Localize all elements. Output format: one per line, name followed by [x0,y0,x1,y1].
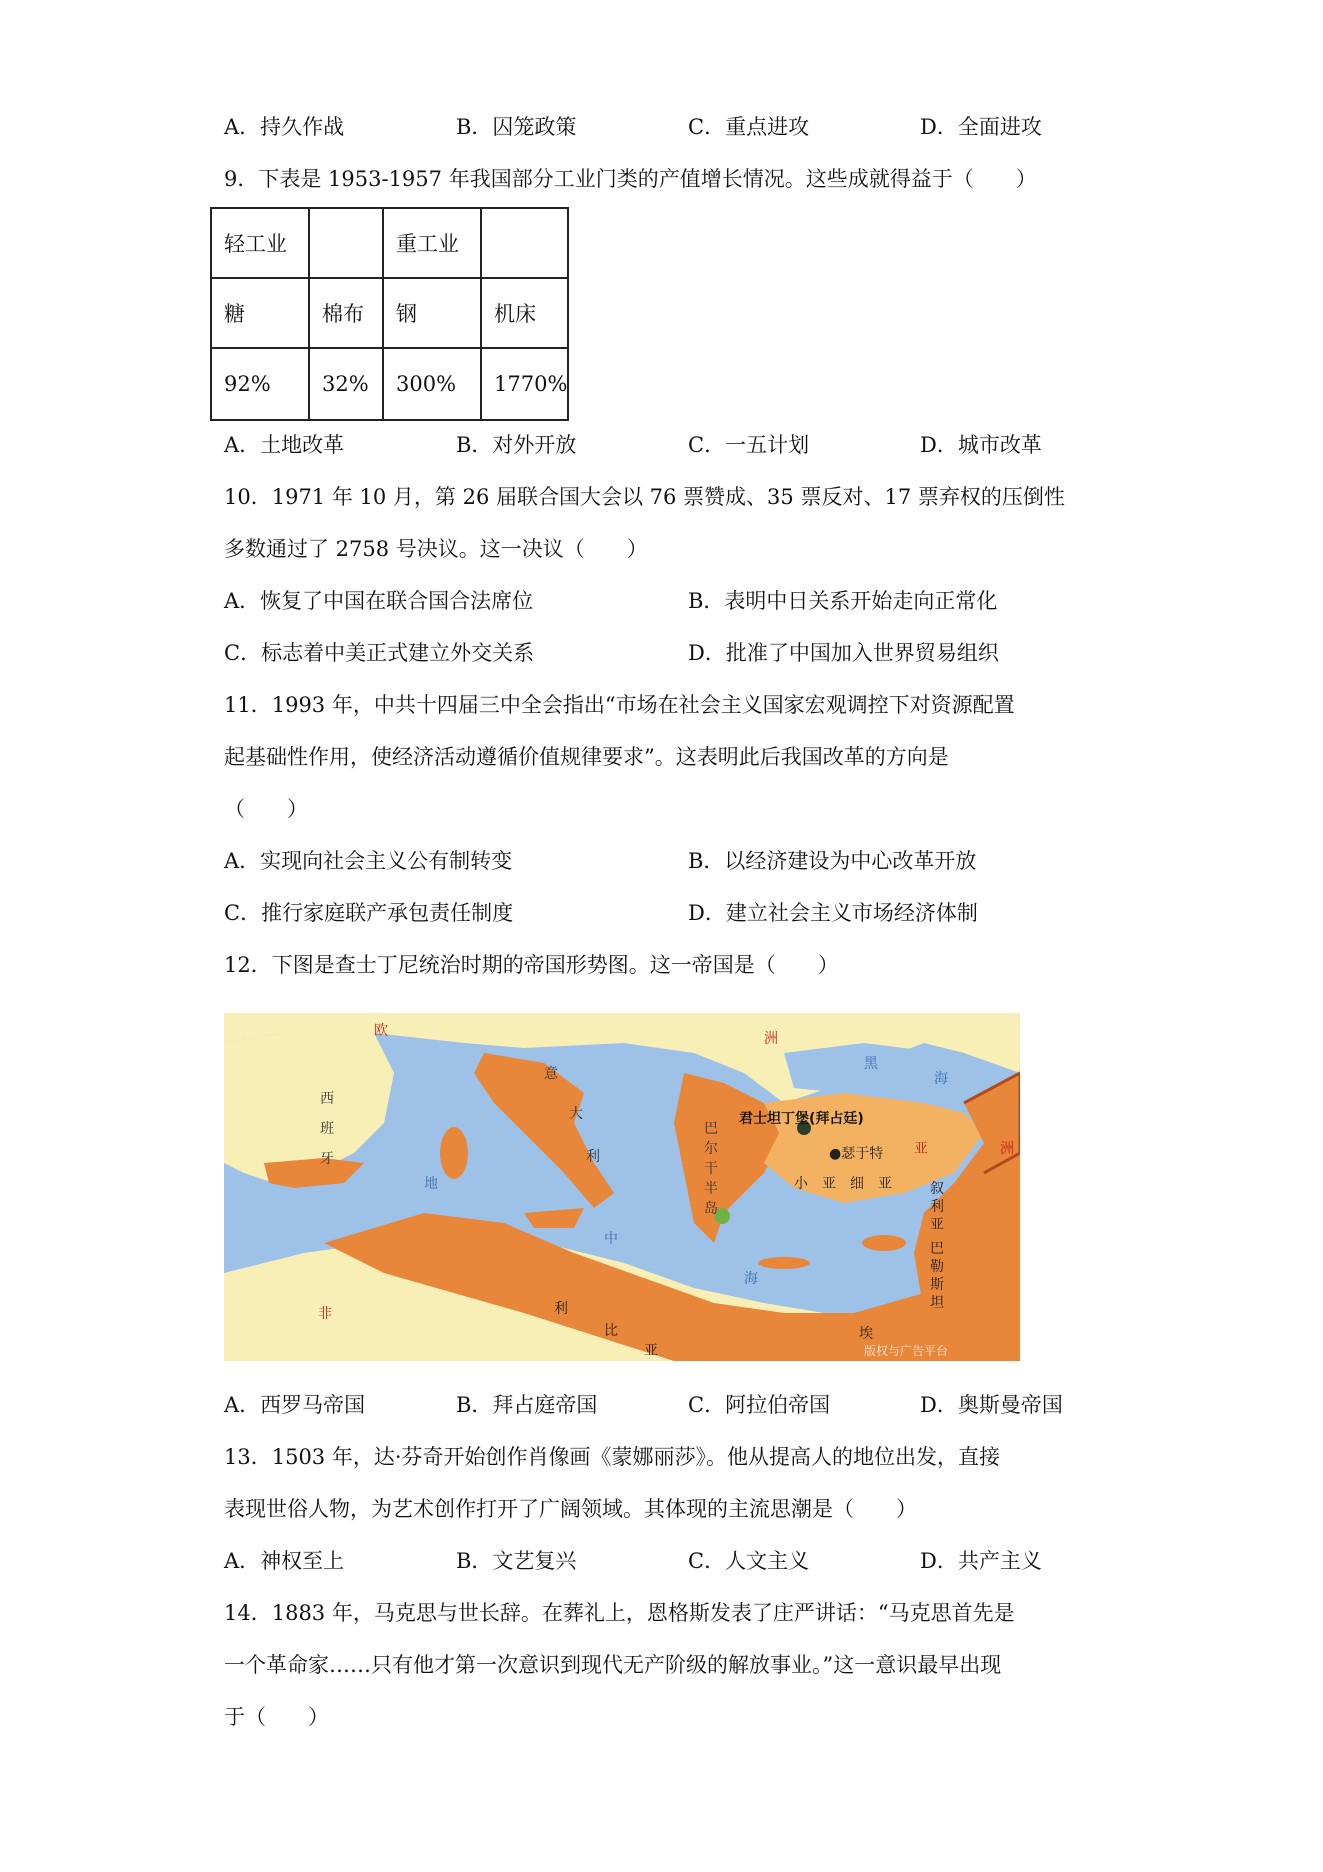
q8-option-d[interactable]: D．全面进攻 [920,115,1042,139]
q11-option-b[interactable]: B．以经济建设为中心改革开放 [688,849,977,873]
map-sardinia [440,1127,468,1179]
q13-stem-line-2: 表现世俗人物，为艺术创作打开了广阔领域。其体现的主流思潮是（ ） [224,1497,917,1521]
label-med-3: 海 [744,1271,758,1287]
q13-option-d[interactable]: D．共产主义 [920,1549,1042,1573]
q8-option-b[interactable]: B．囚笼政策 [456,115,577,139]
table-item-cotton: 棉布 [309,278,383,348]
label-asia-minor: 小 亚 细 亚 [794,1176,892,1192]
table-item-steel: 钢 [383,278,481,348]
label-capital: 君士坦丁堡(拜占廷) [739,1111,864,1127]
q12-option-a[interactable]: A．西罗马帝国 [224,1393,366,1417]
label-balkan-2: 尔 [704,1141,718,1157]
label-syria-3: 亚 [930,1217,944,1233]
byzantine-empire-map [224,1013,1020,1361]
label-palestine-4: 坦 [930,1295,944,1311]
label-med-1: 地 [424,1176,438,1192]
label-syria-2: 利 [930,1199,944,1215]
label-chalcedon: ●瑟于特 [829,1146,884,1162]
q14-stem-line-3: 于（ ） [224,1705,329,1729]
label-palestine-2: 勒 [930,1259,944,1275]
label-spain-2: 班 [320,1121,334,1137]
q12-option-d[interactable]: D．奥斯曼帝国 [920,1393,1063,1417]
q8-option-c[interactable]: C．重点进攻 [688,115,810,139]
label-europe-2: 洲 [764,1031,778,1047]
q11-stem-line-1: 11．1993 年，中共十四届三中全会指出“市场在社会主义国家宏观调控下对资源配置 [224,693,1015,717]
label-libya-3: 亚 [644,1343,658,1359]
label-spain-1: 西 [320,1091,334,1107]
q13-option-b[interactable]: B．文艺复兴 [456,1549,577,1573]
map-watermark: 版权与广告平台 [864,1344,949,1358]
label-med-2: 中 [604,1231,618,1247]
label-spain-3: 牙 [320,1151,334,1167]
q10-stem-line-2: 多数通过了 2758 号决议。这一决议（ ） [224,537,648,561]
label-black-sea-1: 黑 [864,1056,878,1072]
label-libya-1: 利 [554,1301,568,1317]
label-black-sea-2: 海 [934,1071,948,1087]
table-value-cotton: 32% [309,348,383,420]
q9-option-d[interactable]: D．城市改革 [920,433,1042,457]
q13-option-c[interactable]: C．人文主义 [688,1549,810,1573]
q11-option-d[interactable]: D．建立社会主义市场经济体制 [688,901,978,925]
map-cyprus [862,1235,906,1251]
label-italy-2: 大 [569,1106,583,1122]
label-libya-2: 比 [604,1323,618,1339]
label-syria-1: 叙 [930,1181,944,1197]
table-value-sugar: 92% [211,348,309,420]
q10-option-b[interactable]: B．表明中日关系开始走向正常化 [688,589,998,613]
q9-stem: 9．下表是 1953-1957 年我国部分工业门类的产值增长情况。这些成就得益于（ ） [224,167,1037,191]
label-europe-1: 欧 [374,1023,388,1039]
table-header-blank-1 [309,208,383,278]
label-asia-2: 洲 [1000,1141,1014,1157]
q12-option-c[interactable]: C．阿拉伯帝国 [688,1393,831,1417]
table-item-machine-tool: 机床 [481,278,568,348]
label-balkan-3: 干 [704,1161,718,1177]
table-header-light-industry: 轻工业 [211,208,309,278]
table-item-sugar: 糖 [211,278,309,348]
table-value-steel: 300% [383,348,481,420]
table-header-blank-2 [481,208,568,278]
label-asia-1: 亚 [914,1141,928,1157]
q11-option-c[interactable]: C．推行家庭联产承包责任制度 [224,901,514,925]
label-africa: 非 [318,1306,332,1322]
q9-option-b[interactable]: B．对外开放 [456,433,577,457]
q11-option-a[interactable]: A．实现向社会主义公有制转变 [224,849,513,873]
q12-option-b[interactable]: B．拜占庭帝国 [456,1393,598,1417]
label-balkan-1: 巴 [704,1121,718,1137]
label-palestine-1: 巴 [930,1241,944,1257]
q12-stem: 12．下图是查士丁尼统治时期的帝国形势图。这一帝国是（ ） [224,953,839,977]
q14-stem-line-1: 14．1883 年，马克思与世长辞。在葬礼上，恩格斯发表了庄严讲话：“马克思首先是 [224,1601,1015,1625]
label-italy-3: 利 [586,1149,600,1165]
label-palestine-3: 斯 [930,1277,944,1293]
q8-option-a[interactable]: A．持久作战 [224,115,345,139]
q9-production-table [210,207,569,421]
q10-stem-line-1: 10．1971 年 10 月，第 26 届联合国大会以 76 票赞成、35 票反对、17 票弃权的压倒性 [224,485,1065,509]
q9-option-a[interactable]: A．土地改革 [224,433,345,457]
label-italy-1: 意 [544,1066,558,1082]
q10-option-d[interactable]: D．批准了中国加入世界贸易组织 [688,641,999,665]
q11-stem-line-3: （ ） [224,797,308,821]
q10-option-c[interactable]: C．标志着中美正式建立外交关系 [224,641,535,665]
q13-stem-line-1: 13．1503 年，达·芬奇开始创作肖像画《蒙娜丽莎》。他从提高人的地位出发，直接 [224,1445,1001,1469]
q13-option-a[interactable]: A．神权至上 [224,1549,345,1573]
q11-stem-line-2: 起基础性作用，使经济活动遵循价值规律要求”。这表明此后我国改革的方向是 [224,745,949,769]
label-balkan-4: 半 [704,1181,718,1197]
q14-stem-line-2: 一个革命家……只有他才第一次意识到现代无产阶级的解放事业。”这一意识最早出现 [224,1653,1002,1677]
table-value-machine-tool: 1770% [481,348,568,420]
q10-option-a[interactable]: A．恢复了中国在联合国合法席位 [224,589,534,613]
label-balkan-5: 岛 [704,1201,718,1217]
map-crete [758,1257,810,1269]
label-egypt: 埃 [859,1326,873,1342]
table-header-heavy-industry: 重工业 [383,208,481,278]
q9-option-c[interactable]: C．一五计划 [688,433,810,457]
